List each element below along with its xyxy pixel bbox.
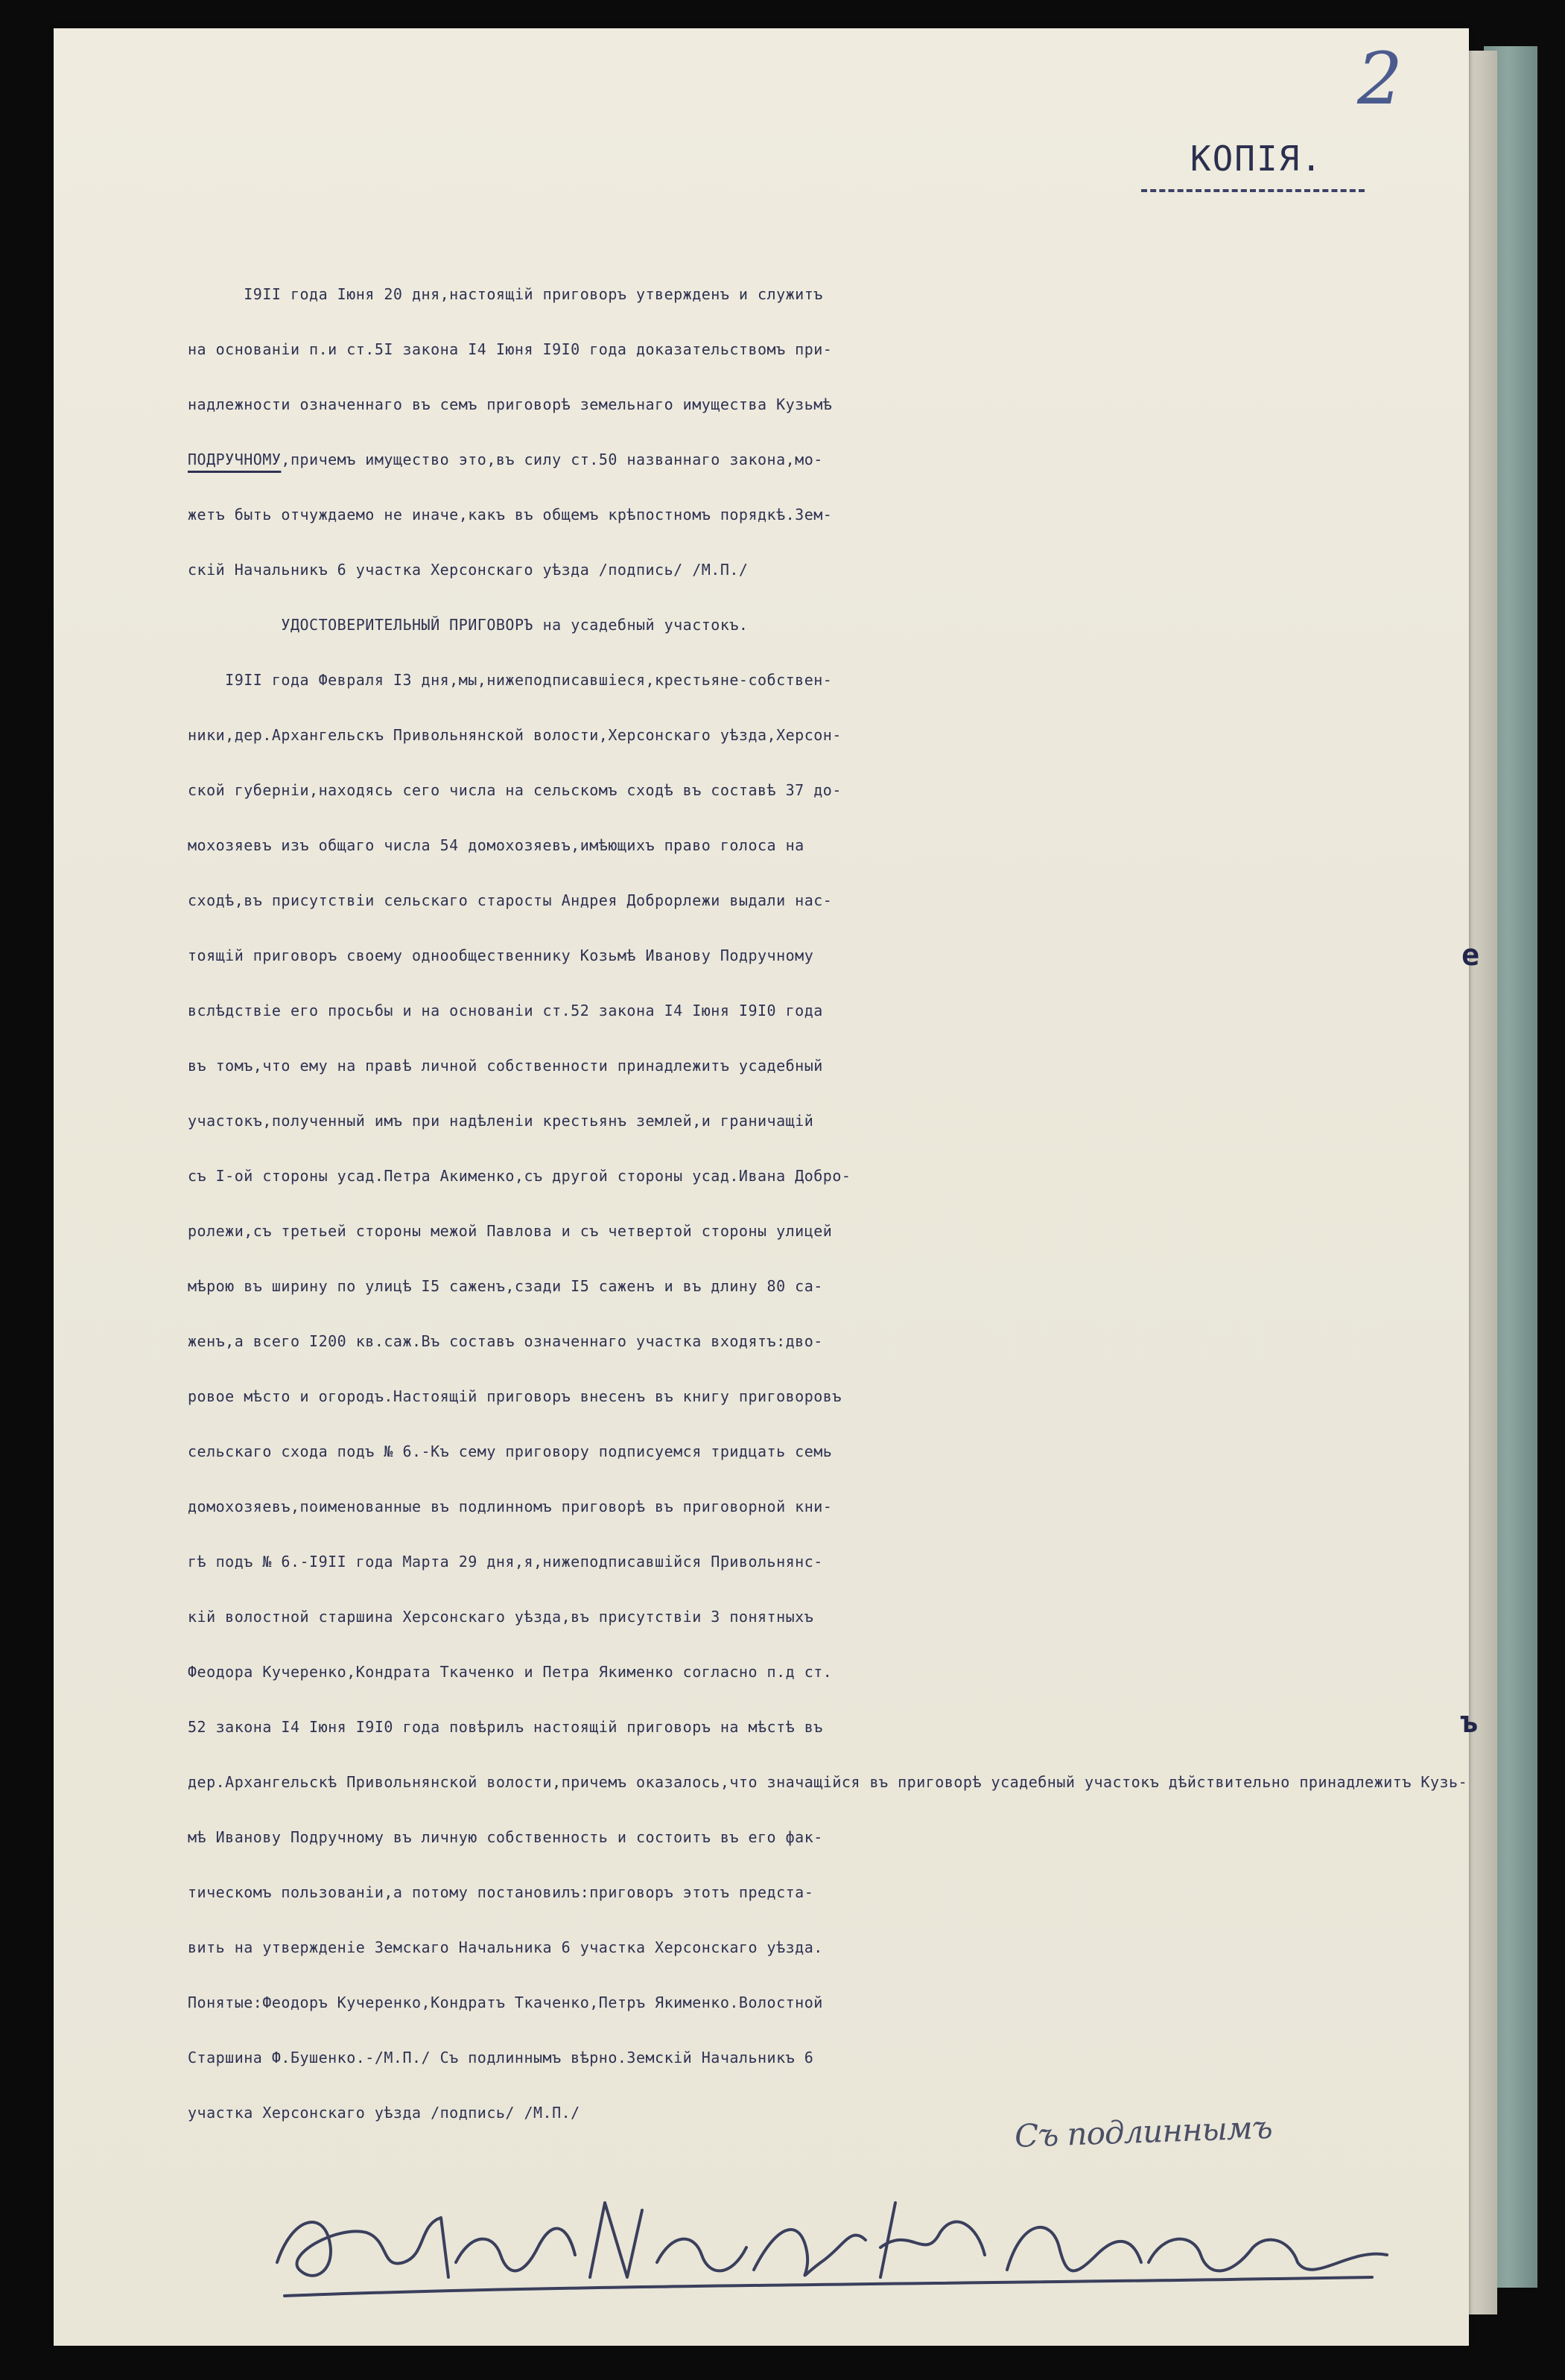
text-line-content: ники,дер.Архангельскъ Привольнянской волости,Херсонскаго уѣзда,Херсон- xyxy=(188,726,842,744)
text-line-content: женъ,а всего I200 кв.саж.Въ составъ означеннаго участка входятъ:дво- xyxy=(188,1332,823,1350)
text-line-content: вслѣдствіе его просьбы и на основаніи ст.52 закона I4 Іюня I9I0 года xyxy=(188,1002,823,1019)
text-line xyxy=(188,487,1514,542)
text-line-content: вить на утвержденіе Земскаго Начальника 6 участка Херсонскаго уѣзда. xyxy=(188,1938,823,1956)
text-line xyxy=(188,1424,1514,1479)
text-line xyxy=(188,1038,1514,1093)
document-body xyxy=(188,267,1514,2140)
text-line-content: скій Начальникъ 6 участка Херсонскаго уѣзда /подпись/ /М.П./ xyxy=(188,561,749,579)
text-line xyxy=(188,1148,1514,1203)
text-line-content: Понятые:Феодоръ Кучеренко,Кондратъ Ткаченко,Петръ Якименко.Волостной xyxy=(188,1994,823,2011)
margin-mark-1: е xyxy=(1461,938,1480,973)
text-line xyxy=(188,1093,1514,1148)
text-line xyxy=(188,763,1514,818)
text-line-content: тоящій приговоръ своему однообщественнику Козьмѣ Иванову Подручному xyxy=(188,946,814,964)
text-line-content: мохозяевъ изъ общаго числа 54 домохозяевъ,имѣющихъ право голоса на xyxy=(188,836,804,854)
text-line-content: ,причемъ имущество это,въ силу ст.50 названнаго закона,мо- xyxy=(281,451,823,468)
text-line xyxy=(188,597,1514,652)
copy-label: КОПІЯ. xyxy=(1190,139,1324,179)
text-line-content: кій волостной старшина Херсонскаго уѣзда,въ присутствіи 3 понятныхъ xyxy=(188,1608,814,1626)
text-line-content: мѣрою въ ширину по улицѣ I5 саженъ,сзади I5 саженъ и въ длину 80 са- xyxy=(188,1277,823,1295)
text-line-content: сельскаго схода подъ № 6.-Къ сему приговору подписуемся тридцать семь xyxy=(188,1442,833,1460)
text-line-content: ровое мѣсто и огородъ.Настоящій приговоръ внесенъ въ книгу приговоровъ xyxy=(188,1387,842,1405)
text-line xyxy=(188,1865,1514,1920)
text-line-content: съ I-ой стороны усад.Петра Акименко,съ другой стороны усад.Ивана Добро- xyxy=(188,1167,851,1185)
text-line-content: въ томъ,что ему на правѣ личной собственности принадлежитъ усадебный xyxy=(188,1057,823,1075)
text-line-content: I9II года Іюня 20 дня,настоящій приговоръ утвержденъ и служитъ xyxy=(244,285,823,303)
text-line xyxy=(188,652,1514,707)
text-line-content: гѣ подъ № 6.-I9II года Марта 29 дня,я,нижеподписавшійся Привольнянс- xyxy=(188,1553,823,1571)
text-line xyxy=(188,1479,1514,1534)
text-line xyxy=(188,2030,1514,2085)
text-line xyxy=(188,873,1514,928)
text-line-content: УДОСТОВЕРИТЕЛЬНЫЙ ПРИГОВОРЪ на усадебный участокъ. xyxy=(281,616,749,634)
margin-mark-2: ъ xyxy=(1460,1705,1479,1740)
text-line xyxy=(188,1644,1514,1699)
text-line xyxy=(188,1920,1514,1975)
text-line xyxy=(188,2085,1514,2140)
text-line xyxy=(188,377,1514,432)
text-line xyxy=(188,1589,1514,1644)
folio-number: 2 xyxy=(1357,37,1403,121)
text-line xyxy=(188,322,1514,377)
text-line-content: дер.Архангельскѣ Привольнянской волости,причемъ оказалось,что значащійся въ приговорѣ усадебный участокъ дѣйствительно принадлежитъ Кузь- xyxy=(188,1773,1468,1791)
text-line-content: Феодора Кучеренко,Кондрата Ткаченко и Петра Якименко согласно п.д ст. xyxy=(188,1663,833,1681)
document-page xyxy=(54,28,1480,2346)
text-line-content: участка Херсонскаго уѣзда /подпись/ /М.П./ xyxy=(188,2104,580,2122)
text-line xyxy=(188,1314,1514,1369)
text-line-content: сходѣ,въ присутствіи сельскаго старосты Андрея Доброрлежи выдали нас- xyxy=(188,891,833,909)
text-line-content: мѣ Иванову Подручному въ личную собственность и состоитъ въ его фак- xyxy=(188,1828,823,1846)
text-line xyxy=(188,707,1514,763)
text-line-content: I9II года Февраля I3 дня,мы,нижеподписавшіеся,крестьяне-собствен- xyxy=(225,671,833,689)
text-line-content: жетъ быть отчуждаемо не иначе,какъ въ общемъ крѣпостномъ порядкѣ.Зем- xyxy=(188,506,833,524)
text-line xyxy=(188,1975,1514,2030)
text-line-content: на основаніи п.и ст.5I закона I4 Іюня I9I0 года доказательствомъ при- xyxy=(188,340,833,358)
underlined-surname: ПОДРУЧНОМУ xyxy=(188,451,282,468)
text-line xyxy=(188,267,1514,322)
text-line xyxy=(188,983,1514,1038)
text-line-content: 52 закона I4 Іюня I9I0 года повѣрилъ настоящій приговоръ на мѣстѣ въ xyxy=(188,1718,823,1736)
text-line-content: домохозяевъ,поименованные въ подлинномъ приговорѣ въ приговорной кни- xyxy=(188,1498,833,1515)
handwritten-note: Съ подлиннымъ xyxy=(1014,2108,1273,2155)
copy-label-underline xyxy=(1141,189,1365,192)
text-line-content: ской губерніи,находясь сего числа на сельскомъ сходѣ въ составѣ 37 до- xyxy=(188,781,842,799)
notary-signature xyxy=(270,2173,1402,2314)
text-line-content: надлежности означеннаго въ семъ приговорѣ земельнаго имущества Кузьмѣ xyxy=(188,395,833,413)
text-line xyxy=(188,542,1514,597)
text-line xyxy=(188,1369,1514,1424)
text-line xyxy=(188,1810,1514,1865)
text-line xyxy=(188,1203,1514,1259)
text-line-content: участокъ,полученный имъ при надѣленіи крестьянъ землей,и граничащій xyxy=(188,1112,814,1130)
text-line xyxy=(188,1534,1514,1589)
text-line xyxy=(188,432,1514,487)
text-line-content: тическомъ пользованіи,а потому постановилъ:приговоръ этотъ предста- xyxy=(188,1883,814,1901)
text-line xyxy=(188,818,1514,873)
text-line xyxy=(188,1754,1514,1810)
text-line xyxy=(188,1699,1514,1754)
text-line-content: Старшина Ф.Бушенко.-/М.П./ Съ подлиннымъ вѣрно.Земскій Начальникъ 6 xyxy=(188,2049,814,2066)
text-line xyxy=(188,928,1514,983)
text-line xyxy=(188,1259,1514,1314)
text-line-content: ролежи,съ третьей стороны межой Павлова и съ четвертой стороны улицей xyxy=(188,1222,833,1240)
